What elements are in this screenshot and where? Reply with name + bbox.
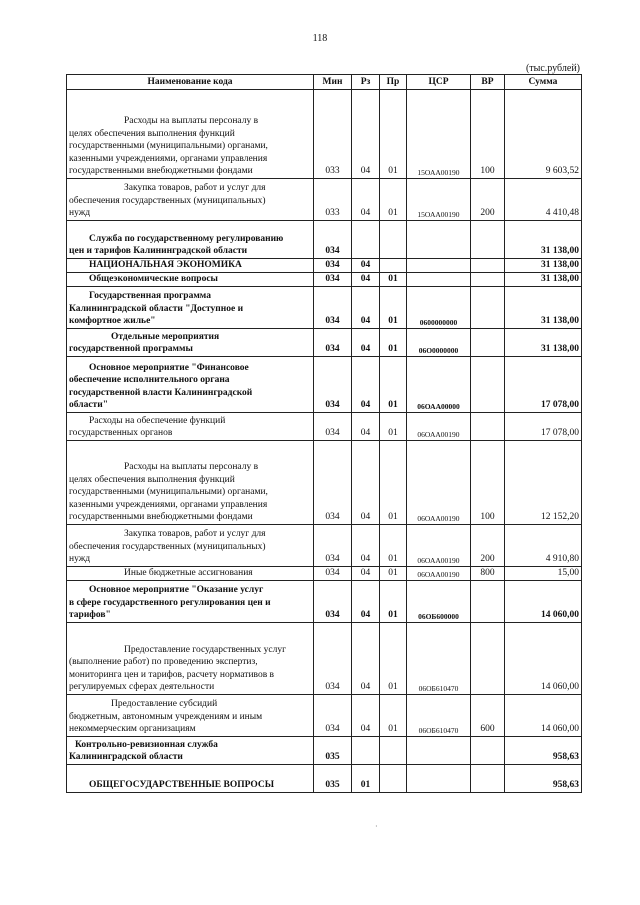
row-rz bbox=[352, 737, 380, 765]
row-pr: 01 bbox=[380, 695, 407, 737]
row-sum: 9 603,52 bbox=[505, 90, 582, 179]
row-vr: 200 bbox=[471, 525, 505, 567]
row-csr bbox=[407, 221, 471, 259]
row-min: 034 bbox=[314, 695, 352, 737]
row-sum: 14 060,00 bbox=[505, 695, 582, 737]
row-name: Иные бюджетные ассигнования bbox=[67, 567, 314, 581]
row-min: 034 bbox=[314, 441, 352, 525]
column-header-name: Наименование кода bbox=[67, 75, 314, 90]
row-min: 034 bbox=[314, 221, 352, 259]
row-csr: 06ОАА00190 bbox=[407, 441, 471, 525]
row-pr: 01 bbox=[380, 441, 407, 525]
row-min: 033 bbox=[314, 90, 352, 179]
row-rz: 04 bbox=[352, 90, 380, 179]
row-min: 034 bbox=[314, 623, 352, 695]
row-name: Основное мероприятие "Оказание услуг в сфере государственного регулирования цен и тарифов" bbox=[67, 581, 314, 623]
column-header-csr: ЦСР bbox=[407, 75, 471, 90]
row-sum: 4 910,80 bbox=[505, 525, 582, 567]
row-csr: 15ОАА00190 bbox=[407, 90, 471, 179]
row-sum: 14 060,00 bbox=[505, 581, 582, 623]
table-row bbox=[67, 287, 582, 329]
row-sum: 14 060,00 bbox=[505, 623, 582, 695]
row-name: Расходы на выплаты персоналу в целях обеспечения выполнения функций государственными (муниципальными) органами, казенными учреждениями, органами управления государственными внебюджетными фондами bbox=[67, 441, 314, 525]
row-name: ОБЩЕГОСУДАРСТВЕННЫЕ ВОПРОСЫ bbox=[67, 765, 314, 793]
row-vr: 600 bbox=[471, 695, 505, 737]
table-row bbox=[67, 525, 582, 567]
table-row bbox=[67, 581, 582, 623]
row-name: Государственная программа Калининградской области "Доступное и комфортное жилье" bbox=[67, 287, 314, 329]
column-header-min: Мин bbox=[314, 75, 352, 90]
row-name: Закупка товаров, работ и услуг для обеспечения государственных (муниципальных) нужд bbox=[67, 525, 314, 567]
row-pr: 01 bbox=[380, 413, 407, 441]
row-csr bbox=[407, 765, 471, 793]
row-rz: 04 bbox=[352, 567, 380, 581]
row-sum: 4 410,48 bbox=[505, 179, 582, 221]
column-header-pr: Пр bbox=[380, 75, 407, 90]
row-vr bbox=[471, 329, 505, 357]
table-row bbox=[67, 623, 582, 695]
row-min: 034 bbox=[314, 357, 352, 413]
row-min: 034 bbox=[314, 273, 352, 287]
row-rz: 04 bbox=[352, 695, 380, 737]
row-vr bbox=[471, 273, 505, 287]
row-vr bbox=[471, 259, 505, 273]
table-row bbox=[67, 221, 582, 259]
row-rz: 04 bbox=[352, 287, 380, 329]
table-row bbox=[67, 329, 582, 357]
row-rz: 04 bbox=[352, 273, 380, 287]
row-vr: 800 bbox=[471, 567, 505, 581]
units-label: (тыс.рублей) bbox=[525, 63, 580, 74]
row-name: Отдельные мероприятия государственной программы bbox=[67, 329, 314, 357]
column-header-vr: ВР bbox=[471, 75, 505, 90]
row-rz: 04 bbox=[352, 357, 380, 413]
row-min: 033 bbox=[314, 179, 352, 221]
row-csr: 06ОАА00190 bbox=[407, 525, 471, 567]
row-sum: 958,63 bbox=[505, 737, 582, 765]
row-csr: 06ОАА00190 bbox=[407, 567, 471, 581]
row-name: Служба по государственному регулированию цен и тарифов Калининградской области bbox=[67, 221, 314, 259]
row-csr: 06ОАА00000 bbox=[407, 357, 471, 413]
row-sum: 31 138,00 bbox=[505, 259, 582, 273]
row-pr bbox=[380, 259, 407, 273]
table-row bbox=[67, 357, 582, 413]
budget-table bbox=[66, 74, 582, 793]
row-pr: 01 bbox=[380, 329, 407, 357]
row-sum: 17 078,00 bbox=[505, 413, 582, 441]
row-rz: 04 bbox=[352, 441, 380, 525]
row-rz: 01 bbox=[352, 765, 380, 793]
row-sum: 958,63 bbox=[505, 765, 582, 793]
row-csr: 06ОБ610470 bbox=[407, 695, 471, 737]
row-vr: 100 bbox=[471, 441, 505, 525]
row-rz: 04 bbox=[352, 259, 380, 273]
row-csr: 06ОБ600000 bbox=[407, 581, 471, 623]
row-min: 034 bbox=[314, 567, 352, 581]
row-csr: 15ОАА00190 bbox=[407, 179, 471, 221]
row-rz: 04 bbox=[352, 581, 380, 623]
row-vr bbox=[471, 623, 505, 695]
table-row bbox=[67, 567, 582, 581]
row-csr: 0600000000 bbox=[407, 287, 471, 329]
row-name: Расходы на обеспечение функций государственных органов bbox=[67, 413, 314, 441]
table-row bbox=[67, 90, 582, 179]
row-pr: 01 bbox=[380, 581, 407, 623]
table-row bbox=[67, 765, 582, 793]
row-csr bbox=[407, 273, 471, 287]
row-pr: 01 bbox=[380, 179, 407, 221]
row-vr bbox=[471, 765, 505, 793]
table-row bbox=[67, 259, 582, 273]
row-rz bbox=[352, 221, 380, 259]
row-pr bbox=[380, 221, 407, 259]
table-row bbox=[67, 179, 582, 221]
row-min: 035 bbox=[314, 765, 352, 793]
row-pr: 01 bbox=[380, 525, 407, 567]
row-vr bbox=[471, 287, 505, 329]
row-sum: 31 138,00 bbox=[505, 287, 582, 329]
row-name: НАЦИОНАЛЬНАЯ ЭКОНОМИКА bbox=[67, 259, 314, 273]
table-row bbox=[67, 273, 582, 287]
table-header-row bbox=[67, 75, 582, 90]
row-csr bbox=[407, 737, 471, 765]
row-min: 034 bbox=[314, 329, 352, 357]
row-vr: 200 bbox=[471, 179, 505, 221]
row-pr: 01 bbox=[380, 273, 407, 287]
row-pr: 01 bbox=[380, 567, 407, 581]
row-vr bbox=[471, 413, 505, 441]
table-row bbox=[67, 737, 582, 765]
row-csr: 06О0000000 bbox=[407, 329, 471, 357]
table-row bbox=[67, 441, 582, 525]
row-csr bbox=[407, 259, 471, 273]
scan-mark: · bbox=[375, 822, 378, 831]
row-pr: 01 bbox=[380, 287, 407, 329]
row-vr bbox=[471, 357, 505, 413]
row-sum: 15,00 bbox=[505, 567, 582, 581]
row-min: 034 bbox=[314, 287, 352, 329]
row-vr bbox=[471, 581, 505, 623]
row-rz: 04 bbox=[352, 623, 380, 695]
row-name: Предоставление субсидий бюджетным, автономным учреждениям и иным некоммерческим организациям bbox=[67, 695, 314, 737]
row-rz: 04 bbox=[352, 525, 380, 567]
row-pr bbox=[380, 737, 407, 765]
row-name: Контрольно-ревизионная служба Калининградской области bbox=[67, 737, 314, 765]
page-number: 118 bbox=[312, 33, 328, 44]
row-min: 034 bbox=[314, 525, 352, 567]
row-sum: 31 138,00 bbox=[505, 329, 582, 357]
row-min: 034 bbox=[314, 581, 352, 623]
row-sum: 31 138,00 bbox=[505, 273, 582, 287]
column-header-sum: Сумма bbox=[505, 75, 582, 90]
row-rz: 04 bbox=[352, 329, 380, 357]
row-min: 034 bbox=[314, 259, 352, 273]
row-vr bbox=[471, 221, 505, 259]
table-row bbox=[67, 695, 582, 737]
row-vr: 100 bbox=[471, 90, 505, 179]
row-pr: 01 bbox=[380, 623, 407, 695]
row-name: Расходы на выплаты персоналу в целях обеспечения выполнения функций государственными (муниципальными) органами, казенными учреждениями, органами управления государственными внебюджетными фондами bbox=[67, 90, 314, 179]
row-name: Общеэкономические вопросы bbox=[67, 273, 314, 287]
table-row bbox=[67, 413, 582, 441]
row-min: 034 bbox=[314, 413, 352, 441]
row-sum: 31 138,00 bbox=[505, 221, 582, 259]
column-header-rz: Рз bbox=[352, 75, 380, 90]
row-min: 035 bbox=[314, 737, 352, 765]
row-name: Закупка товаров, работ и услуг для обеспечения государственных (муниципальных) нужд bbox=[67, 179, 314, 221]
row-rz: 04 bbox=[352, 179, 380, 221]
row-pr: 01 bbox=[380, 357, 407, 413]
row-vr bbox=[471, 737, 505, 765]
row-csr: 06ОАА00190 bbox=[407, 413, 471, 441]
row-pr bbox=[380, 765, 407, 793]
row-sum: 12 152,20 bbox=[505, 441, 582, 525]
row-name: Предоставление государственных услуг (выполнение работ) по проведению экспертиз, мониторинга цен и тарифов, расчету нормативов в регулируемых сферах деятельности bbox=[67, 623, 314, 695]
row-rz: 04 bbox=[352, 413, 380, 441]
row-name: Основное мероприятие "Финансовое обеспечение исполнительного органа государственной власти Калининградской области" bbox=[67, 357, 314, 413]
row-pr: 01 bbox=[380, 90, 407, 179]
row-csr: 06ОБ610470 bbox=[407, 623, 471, 695]
row-sum: 17 078,00 bbox=[505, 357, 582, 413]
